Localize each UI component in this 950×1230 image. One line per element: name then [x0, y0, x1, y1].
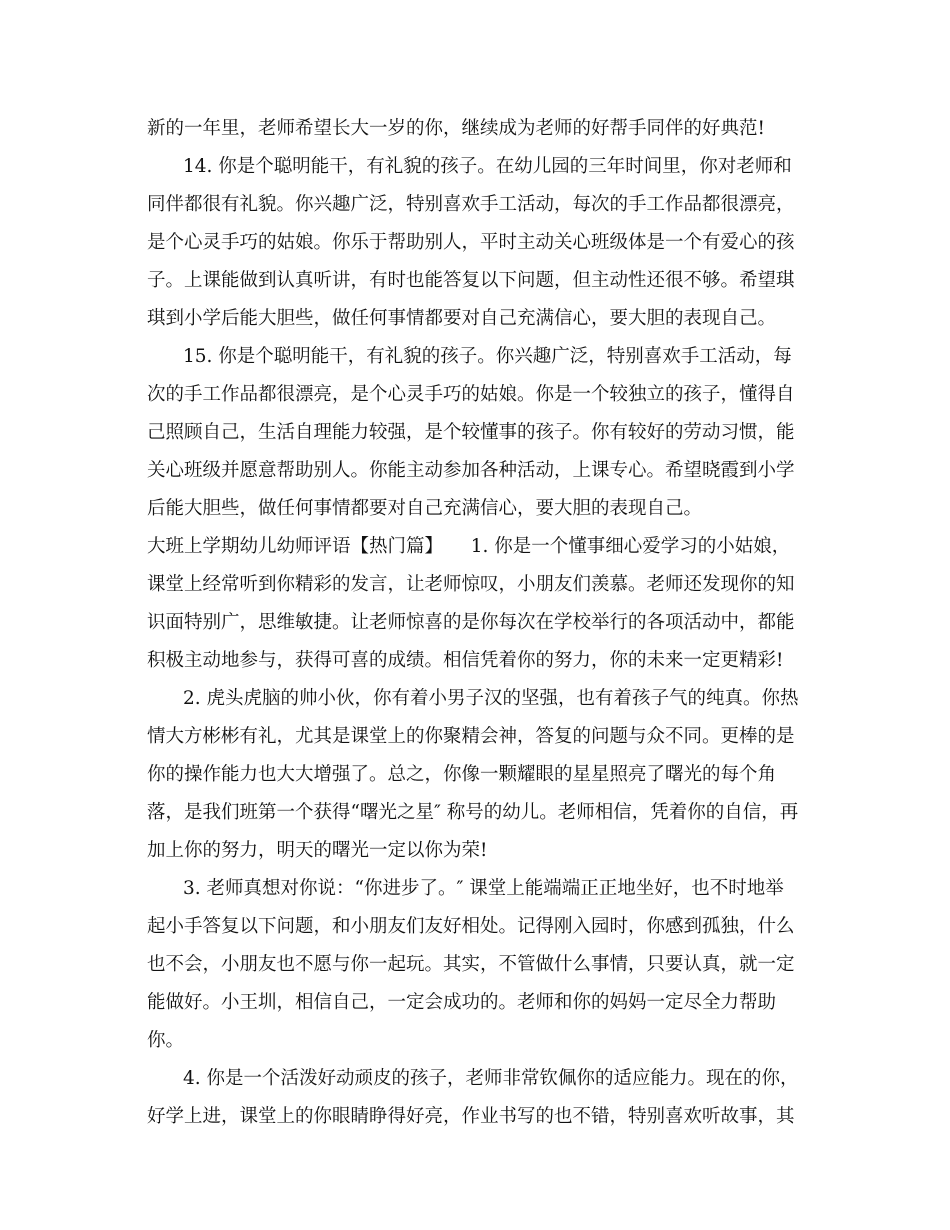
- text-line: 你。: [147, 1030, 185, 1051]
- text-line: 识面特别广，思维敏捷。让老师惊喜的是你每次在学校举行的各项活动中，都能: [147, 612, 795, 633]
- text-line: 也不会，小朋友也不愿与你一起玩。其实，不管做什么事情，只要认真，就一定: [147, 954, 795, 975]
- text-line: 3. 老师真想对你说：“你进步了。″ 课堂上能端端正正地坐好，也不时地举: [183, 878, 784, 899]
- text-line: 新的一年里，老师希望长大一岁的你，继续成为老师的好帮手同伴的好典范!: [147, 118, 765, 139]
- text-line: 你的操作能力也大大增强了。总之，你像一颗耀眼的星星照亮了曙光的每个角: [147, 764, 777, 785]
- text-line: 积极主动地参与，获得可喜的成绩。相信凭着你的努力，你的未来一定更精彩!: [147, 650, 784, 671]
- text-line: 落，是我们班第一个获得“曙光之星″ 称号的幼儿。老师相信，凭着你的自信，再: [147, 802, 799, 823]
- text-line: 好学上进，课堂上的你眼睛睁得好亮，作业书写的也不错，特别喜欢听故事，其: [147, 1106, 795, 1127]
- text-line: 14. 你是个聪明能干，有礼貌的孩子。在幼儿园的三年时间里，你对老师和: [183, 156, 792, 177]
- text-line: 关心班级并愿意帮助别人。你能主动参加各种活动，上课专心。希望晓霞到小学: [147, 460, 795, 481]
- text-line: 同伴都很有礼貌。你兴趣广泛，特别喜欢手工活动，每次的手工作品都很漂亮，: [147, 194, 795, 215]
- section-heading-line: 大班上学期幼儿幼师评语【热门篇】 1. 你是一个懂事细心爱学习的小姑娘，: [147, 536, 791, 557]
- text-line: 加上你的努力，明天的曙光一定以你为荣!: [147, 840, 488, 861]
- text-line: 情大方彬彬有礼，尤其是课堂上的你聚精会神，答复的问题与众不同。更棒的是: [147, 726, 795, 747]
- text-line: 子。上课能做到认真听讲，有时也能答复以下问题，但主动性还很不够。希望琪: [147, 270, 795, 291]
- text-line: 2. 虎头虎脑的帅小伙，你有着小男子汉的坚强，也有着孩子气的纯真。你热: [183, 688, 799, 709]
- text-line: 4. 你是一个活泼好动顽皮的孩子，老师非常钦佩你的适应能力。现在的你，: [183, 1068, 799, 1089]
- text-line: 起小手答复以下问题，和小朋友们友好相处。记得刚入园时，你感到孤独，什么: [147, 916, 795, 937]
- text-line: 次的手工作品都很漂亮，是个心灵手巧的姑娘。你是一个较独立的孩子，懂得自: [147, 384, 795, 405]
- text-line: 己照顾自己，生活自理能力较强，是个较懂事的孩子。你有较好的劳动习惯，能: [147, 422, 795, 443]
- text-line: 后能大胆些，做任何事情都要对自己充满信心，要大胆的表现自己。: [147, 498, 703, 519]
- text-line: 课堂上经常听到你精彩的发言，让老师惊叹，小朋友们羡慕。老师还发现你的知: [147, 574, 795, 595]
- text-line: 琪到小学后能大胆些，做任何事情都要对自己充满信心，要大胆的表现自己。: [147, 308, 777, 329]
- text-line: 15. 你是个聪明能干，有礼貌的孩子。你兴趣广泛，特别喜欢手工活动，每: [183, 346, 792, 367]
- text-line: 能做好。小王圳，相信自己，一定会成功的。老师和你的妈妈一定尽全力帮助: [147, 992, 777, 1013]
- text-line: 是个心灵手巧的姑娘。你乐于帮助别人，平时主动关心班级体是一个有爱心的孩: [147, 232, 795, 253]
